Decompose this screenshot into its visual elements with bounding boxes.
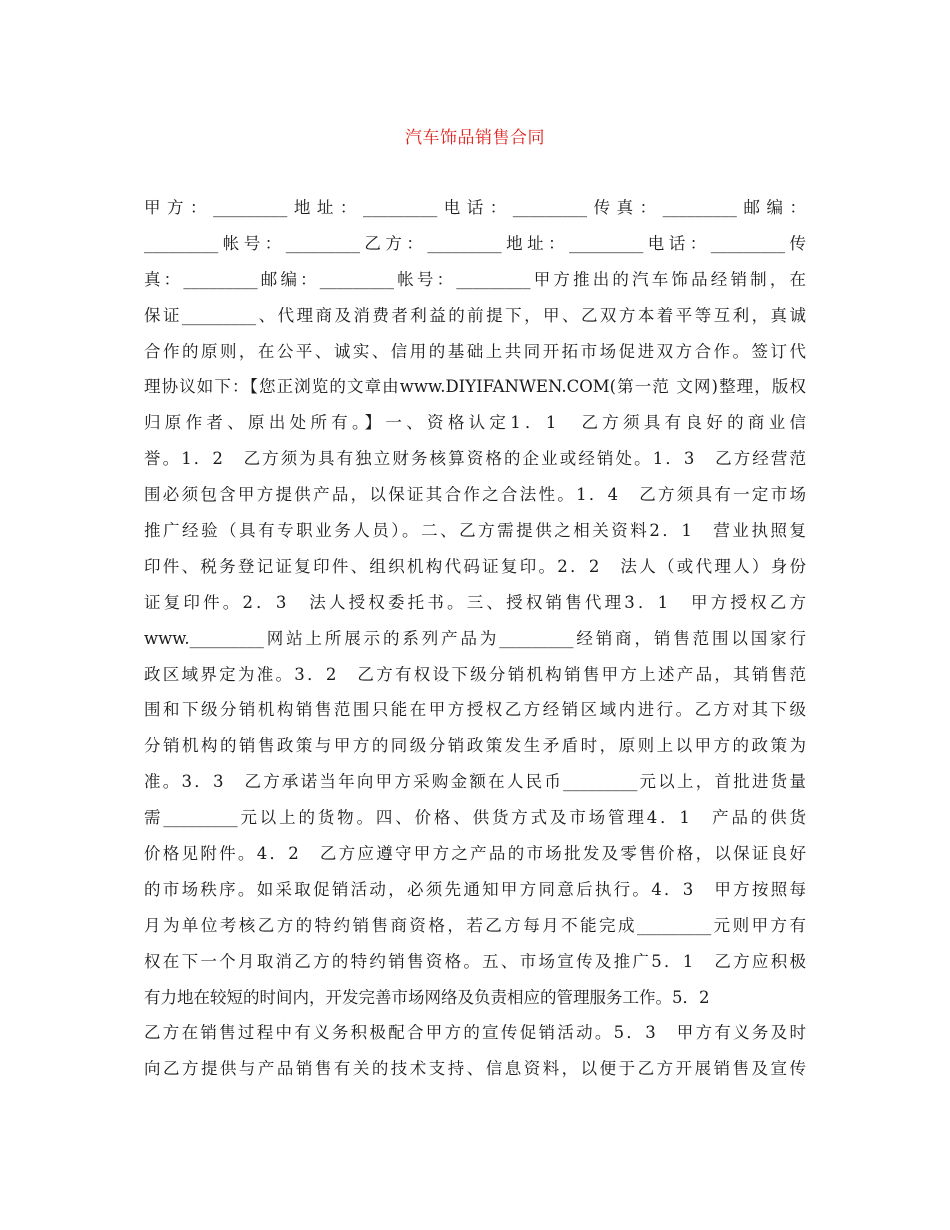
body-line: 价格见附件。4．2 乙方应遵守甲方之产品的市场批发及零售价格，以保证良好 xyxy=(144,844,806,864)
body-line: 保证_________、代理商及消费者利益的前提下，甲、乙双方本着平等互利，真诚 xyxy=(144,305,806,325)
body-line: 乙方在销售过程中有义务积极配合甲方的宣传促销活动。5．3 甲方有义务及时 xyxy=(144,1023,806,1043)
body-line: 推广经验（具有专职业务人员）。二、乙方需提供之相关资料2．1 营业执照复 xyxy=(144,521,806,541)
body-line: 证复印件。2．3 法人授权委托书。三、授权销售代理3．1 甲方授权乙方 xyxy=(144,592,806,612)
body-line: 合作的原则，在公平、诚实、信用的基础上共同开拓市场促进双方合作。签订代 xyxy=(144,341,806,361)
body-line: 权在下一个月取消乙方的特约销售资格。五、市场宣传及推广5．1 乙方应积极 xyxy=(144,951,806,971)
document-body xyxy=(144,190,806,1087)
body-line: 向乙方提供与产品销售有关的技术支持、信息资料，以便于乙方开展销售及宣传 xyxy=(144,1059,806,1079)
body-line: 甲方：_________地址：_________电话：_________传真：_________邮编： xyxy=(144,198,806,217)
body-line: 政区域界定为准。3．2 乙方有权设下级分销机构销售甲方上述产品，其销售范 xyxy=(144,664,806,684)
body-line: 有力地在较短的时间内，开发完善市场网络及负责相应的管理服务工作。5．2 xyxy=(144,987,710,1007)
document-title: 汽车饰品销售合同 xyxy=(405,128,545,148)
body-line: 印件、税务登记证复印件、组织机构代码证复印。2．2 法人（或代理人）身份 xyxy=(144,556,806,576)
body-line: www._________网站上所展示的系列产品为_________经销商，销售范围以国家行 xyxy=(144,628,806,648)
body-line: 准。3．3 乙方承诺当年向甲方采购金额在人民币_________元以上，首批进货量 xyxy=(144,772,806,792)
body-line: 真：_________邮编：_________帐号：_________甲方推出的汽车饰品经销制，在 xyxy=(144,269,806,289)
body-line: 誉。1．2 乙方须为具有独立财务核算资格的企业或经销处。1．3 乙方经营范 xyxy=(144,449,806,469)
body-line: 理协议如下：【您正浏览的文章由www.DIYIFANWEN.COM(第一范 文网)整理，版权 xyxy=(144,377,806,397)
body-line: 分销机构的销售政策与甲方的同级分销政策发生矛盾时，原则上以甲方的政策为 xyxy=(144,736,806,756)
body-line: 归原作者、原出处所有。】一、资格认定1．1 乙方须具有良好的商业信 xyxy=(144,413,806,433)
body-line: 需_________元以上的货物。四、价格、供货方式及市场管理4．1 产品的供货 xyxy=(144,808,806,828)
body-line: _________帐号：_________乙方：_________地址：_________电话：_________传 xyxy=(144,233,806,253)
body-line: 围必须包含甲方提供产品，以保证其合作之合法性。1．4 乙方须具有一定市场 xyxy=(144,485,806,505)
body-line: 的市场秩序。如采取促销活动，必须先通知甲方同意后执行。4．3 甲方按照每 xyxy=(144,879,806,899)
body-line: 围和下级分销机构销售范围只能在甲方授权乙方经销区域内进行。乙方对其下级 xyxy=(144,700,806,720)
body-line: 月为单位考核乙方的特约销售商资格，若乙方每月不能完成_________元则甲方有 xyxy=(144,915,806,935)
